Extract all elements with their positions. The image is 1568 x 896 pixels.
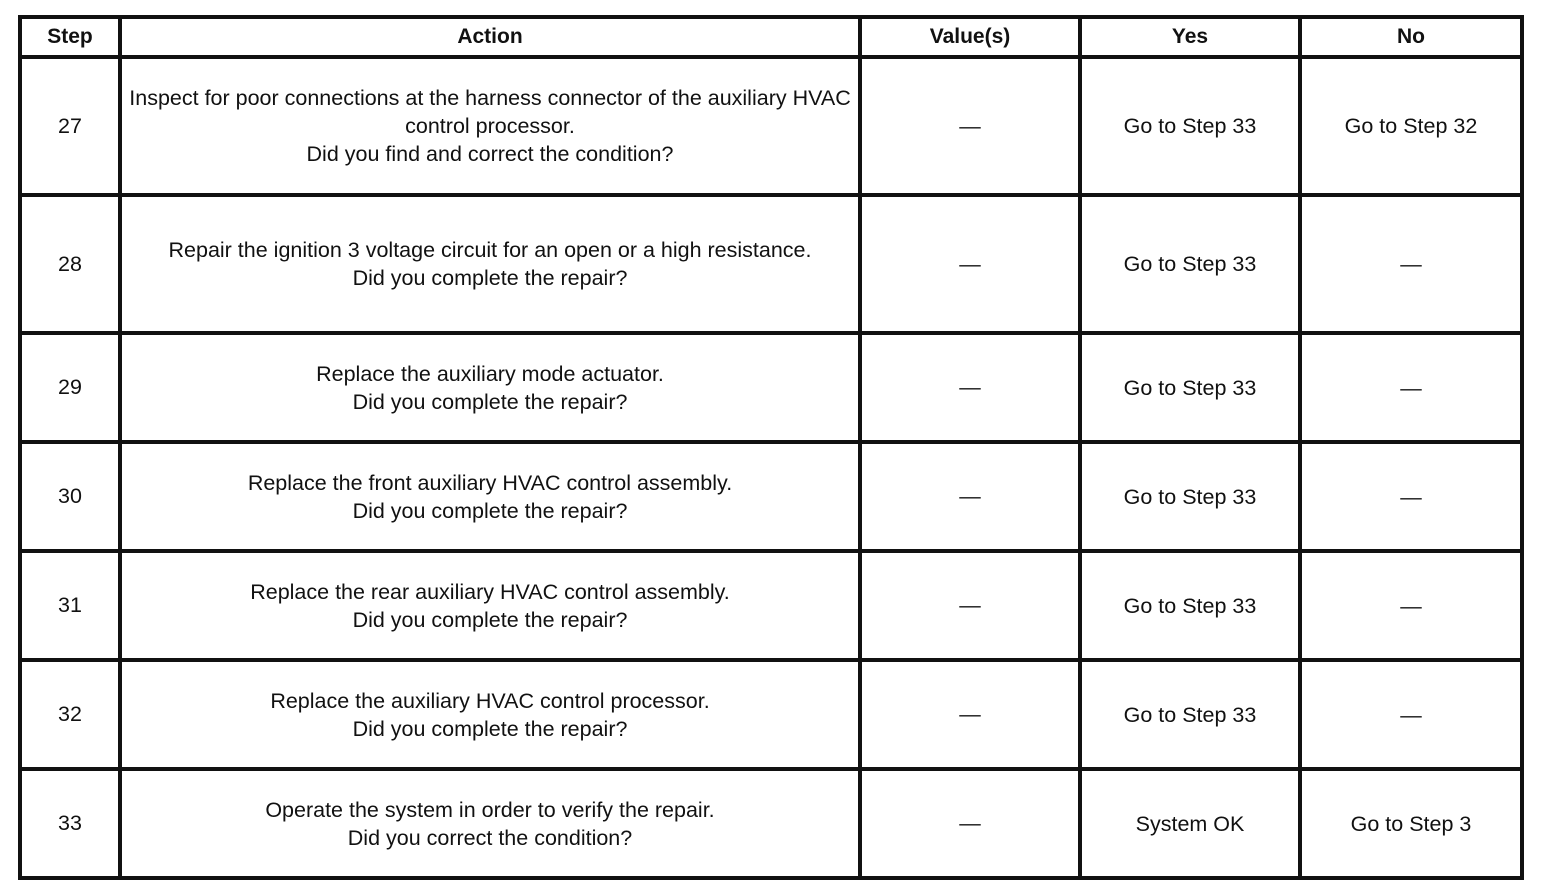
diagnostic-table [18, 15, 1524, 880]
step-number: 28 [20, 195, 120, 333]
values-cell [860, 333, 1080, 442]
values-cell [860, 195, 1080, 333]
step-number: 30 [20, 442, 120, 551]
action-cell [120, 333, 860, 442]
step-number: 33 [20, 769, 120, 878]
values-cell [860, 769, 1080, 878]
step-number: 32 [20, 660, 120, 769]
yes-cell: System OK [1080, 769, 1300, 878]
action-instruction: Operate the system in order to verify the repair. [265, 797, 715, 822]
header-values: Value(s) [860, 17, 1080, 57]
value-dash: — [959, 593, 981, 617]
header-step: Step [20, 17, 120, 57]
action-instruction: Replace the auxiliary mode actuator. [316, 361, 664, 386]
yes-cell: Go to Step 33 [1080, 660, 1300, 769]
action-question: Did you correct the condition? [347, 825, 633, 850]
action-question: Did you complete the repair? [352, 716, 628, 741]
action-question: Did you complete the repair? [352, 389, 628, 414]
action-cell [120, 551, 860, 660]
table-row [20, 195, 1522, 333]
value-dash: — [959, 375, 981, 399]
action-cell [120, 769, 860, 878]
action-question: Did you complete the repair? [352, 607, 628, 632]
value-dash: — [959, 113, 981, 138]
header-action: Action [120, 17, 860, 57]
action-instruction: Inspect for poor connections at the harness connector of the auxiliary HVAC control processor. [129, 86, 851, 138]
table-row [20, 551, 1522, 660]
yes-cell: Go to Step 33 [1080, 442, 1300, 551]
header-no: No [1300, 17, 1522, 57]
yes-cell: Go to Step 33 [1080, 195, 1300, 333]
value-dash: — [959, 811, 981, 835]
values-cell [860, 442, 1080, 551]
table-row [20, 333, 1522, 442]
action-question: Did you complete the repair? [352, 266, 628, 290]
table-row [20, 57, 1522, 195]
action-instruction: Replace the front auxiliary HVAC control assembly. [247, 470, 733, 495]
action-instruction: Replace the auxiliary HVAC control processor. [270, 688, 710, 713]
yes-cell: Go to Step 33 [1080, 551, 1300, 660]
step-number: 31 [20, 551, 120, 660]
no-cell: — [1300, 660, 1522, 769]
step-number: 29 [20, 333, 120, 442]
no-cell: — [1300, 442, 1522, 551]
yes-cell: Go to Step 33 [1080, 57, 1300, 195]
table-row [20, 442, 1522, 551]
action-question: Did you find and correct the condition? [306, 142, 674, 166]
action-question: Did you complete the repair? [352, 498, 628, 523]
no-cell: — [1300, 551, 1522, 660]
no-cell: Go to Step 3 [1300, 769, 1522, 878]
header-yes: Yes [1080, 17, 1300, 57]
yes-cell: Go to Step 33 [1080, 333, 1300, 442]
action-cell [120, 57, 860, 195]
action-instruction: Repair the ignition 3 voltage circuit for an open or a high resistance. [168, 238, 812, 262]
no-cell: Go to Step 32 [1300, 57, 1522, 195]
action-cell [120, 195, 860, 333]
action-instruction: Replace the rear auxiliary HVAC control assembly. [250, 579, 730, 604]
no-cell: — [1300, 333, 1522, 442]
action-cell [120, 442, 860, 551]
no-cell: — [1300, 195, 1522, 333]
value-dash: — [959, 251, 981, 276]
values-cell [860, 551, 1080, 660]
value-dash: — [959, 702, 981, 726]
values-cell [860, 57, 1080, 195]
table-row [20, 660, 1522, 769]
values-cell [860, 660, 1080, 769]
value-dash: — [959, 484, 981, 508]
step-number: 27 [20, 57, 120, 195]
header-row [20, 17, 1522, 57]
table-row [20, 769, 1522, 878]
action-cell [120, 660, 860, 769]
